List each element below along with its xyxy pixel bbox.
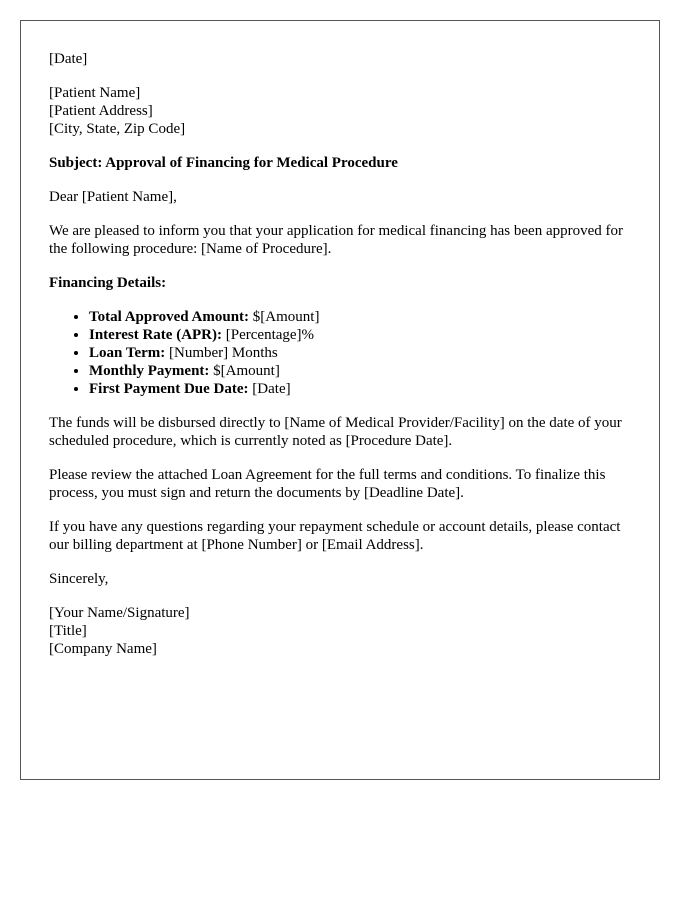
detail-value: $[Amount] bbox=[209, 363, 280, 379]
review-paragraph: Please review the attached Loan Agreement for the full terms and conditions. To finalize this process, you must sign and return the documents by [Deadline Date]. bbox=[49, 467, 606, 501]
signature-name: [Your Name/Signature] bbox=[49, 605, 190, 621]
detail-item-monthly-payment bbox=[89, 362, 631, 380]
detail-label: First Payment Due Date: bbox=[89, 381, 249, 397]
detail-value: [Date] bbox=[248, 381, 291, 397]
detail-value: [Percentage]% bbox=[222, 327, 315, 343]
detail-value: $[Amount] bbox=[249, 309, 320, 325]
detail-label: Monthly Payment: bbox=[89, 363, 210, 379]
detail-item-interest-rate bbox=[89, 326, 631, 344]
detail-label: Total Approved Amount: bbox=[89, 309, 250, 325]
detail-item-first-payment-date bbox=[89, 380, 631, 398]
salutation: Dear [Patient Name], bbox=[49, 189, 177, 205]
detail-label: Interest Rate (APR): bbox=[89, 327, 223, 343]
date-line: [Date] bbox=[49, 51, 88, 67]
signature-block bbox=[49, 604, 631, 658]
financing-details-list bbox=[49, 308, 631, 398]
letter-page bbox=[20, 20, 660, 780]
detail-value: [Number] Months bbox=[165, 345, 278, 361]
detail-label: Loan Term: bbox=[89, 345, 166, 361]
signature-company: [Company Name] bbox=[49, 641, 157, 657]
recipient-address-block bbox=[49, 84, 631, 138]
closing-line: Sincerely, bbox=[49, 571, 109, 587]
questions-paragraph: If you have any questions regarding your repayment schedule or account details, please contact our billing department at [Phone Number] or [Email Address]. bbox=[49, 519, 621, 553]
financing-details-heading: Financing Details: bbox=[49, 275, 167, 291]
recipient-city-line: [City, State, Zip Code] bbox=[49, 121, 186, 137]
intro-paragraph: We are pleased to inform you that your application for medical financing has been approved for the following procedure: [Name of Procedure]. bbox=[49, 223, 623, 257]
detail-item-total-amount bbox=[89, 308, 631, 326]
signature-title: [Title] bbox=[49, 623, 87, 639]
subject-line: Subject: Approval of Financing for Medical Procedure bbox=[49, 155, 398, 171]
recipient-name: [Patient Name] bbox=[49, 85, 141, 101]
detail-item-loan-term bbox=[89, 344, 631, 362]
disbursement-paragraph: The funds will be disbursed directly to [Name of Medical Provider/Facility] on the date of your scheduled procedure, which is currently noted as [Procedure Date]. bbox=[49, 415, 622, 449]
recipient-address: [Patient Address] bbox=[49, 103, 153, 119]
